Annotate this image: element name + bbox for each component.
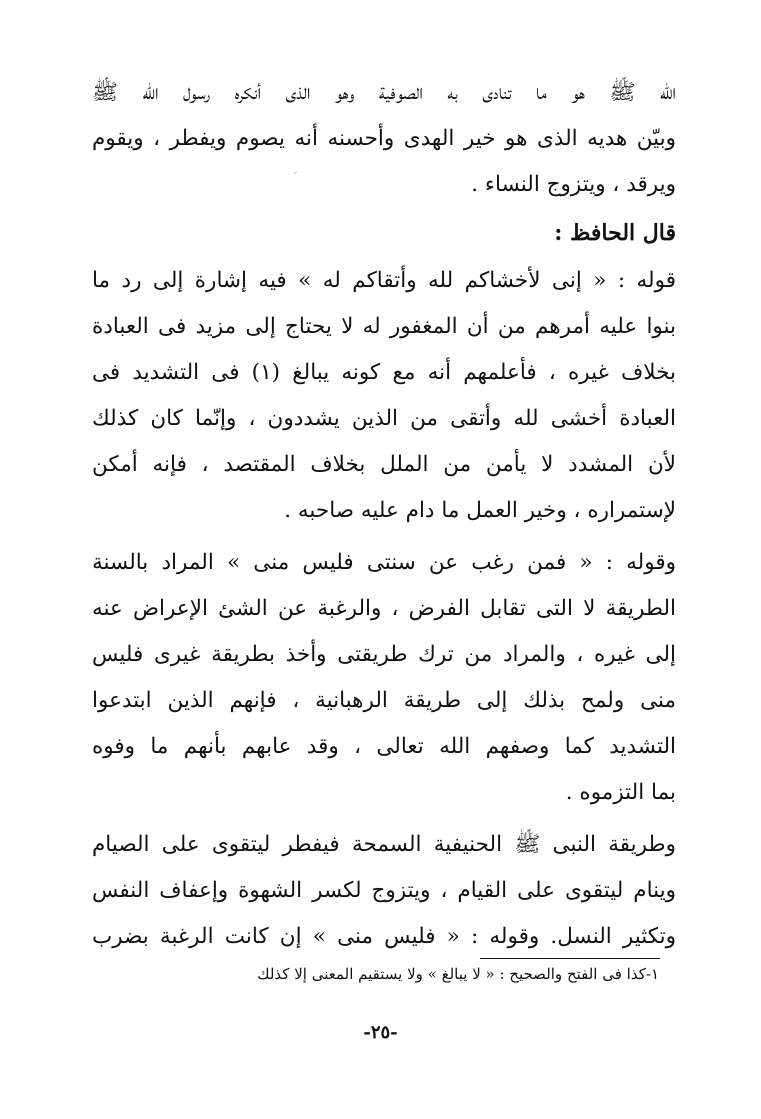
text-line: منى ولمح بذلك إلى طريقة الرهبانية ، فإنهم الذين ابتدعوا [92, 688, 676, 713]
footnote: ١-كذا فى الفتح والصحيح : « لا يبالغ » ولا يستقيم المعنى إلا كذلك [257, 965, 659, 983]
paragraph-2 [92, 258, 676, 534]
text-line: العبادة أخشى لله وأتقى من الذين يشددون ، وإنّما كان كذلك [92, 406, 676, 431]
text-line: إلى غيره ، والمراد من ترك طريقتى وأخذ بطريقة غيرى فليس [92, 642, 676, 667]
text-line: الله ﷺ هو ما تنادى به الصوفية وهو الذى أنكره رسول الله ﷺ [92, 80, 676, 105]
text-line: وتكثير النسل. وقوله : « فليس منى » إن كانت الرغبة بضرب [92, 924, 676, 949]
paragraph-4 [92, 822, 676, 960]
text-line: التشديد كما وصفهم الله تعالى ، وقد عابهم بأنهم ما وفوه [92, 734, 676, 759]
text-line: وبيّن هديه الذى هو خير الهدى وأحسنه أنه يصوم ويفطر ، ويقوم [92, 126, 676, 151]
text-line: ويرقد ، ويتزوج النساء . [471, 172, 676, 197]
section-heading: قال الحافظ : [554, 220, 676, 246]
page-number: -٢٥- [363, 1022, 398, 1043]
text-line: لإستمراره ، وخير العمل ما دام عليه صاحبه . [284, 498, 676, 523]
text-line: الطريقة لا التى تقابل الفرض ، والرغبة عن الشئ الإعراض عنه [92, 596, 676, 621]
text-line: بخلاف غيره ، فأعلمهم أنه مع كونه يبالغ (١) فى التشديد فى [92, 360, 676, 385]
text-line: بنوا عليه أمرهم من أن المغفور له لا يحتاج إلى مزيد فى العبادة [92, 314, 676, 339]
text-line: وقوله : « فمن رغب عن سنتى فليس منى » المراد بالسنة [92, 550, 676, 575]
paragraph-3 [92, 540, 676, 816]
footnote-divider [480, 958, 660, 959]
text-line: قوله : « إنى لأخشاكم لله وأتقاكم له » فيه إشارة إلى رد ما [92, 268, 676, 293]
page-body [92, 70, 676, 960]
text-line: بما التزموه . [565, 780, 676, 805]
text-line: وينام ليتقوى على القيام ، ويتزوج لكسر الشهوة وإعفاف النفس [92, 878, 676, 903]
paragraph-1 [92, 70, 676, 208]
text-line: وطريقة النبى ﷺ الحنيفية السمحة فيفطر ليتقوى على الصيام [92, 832, 676, 857]
text-line: لأن المشدد لا يأمن من الملل بخلاف المقتصد ، فإنه أمكن [92, 452, 676, 477]
